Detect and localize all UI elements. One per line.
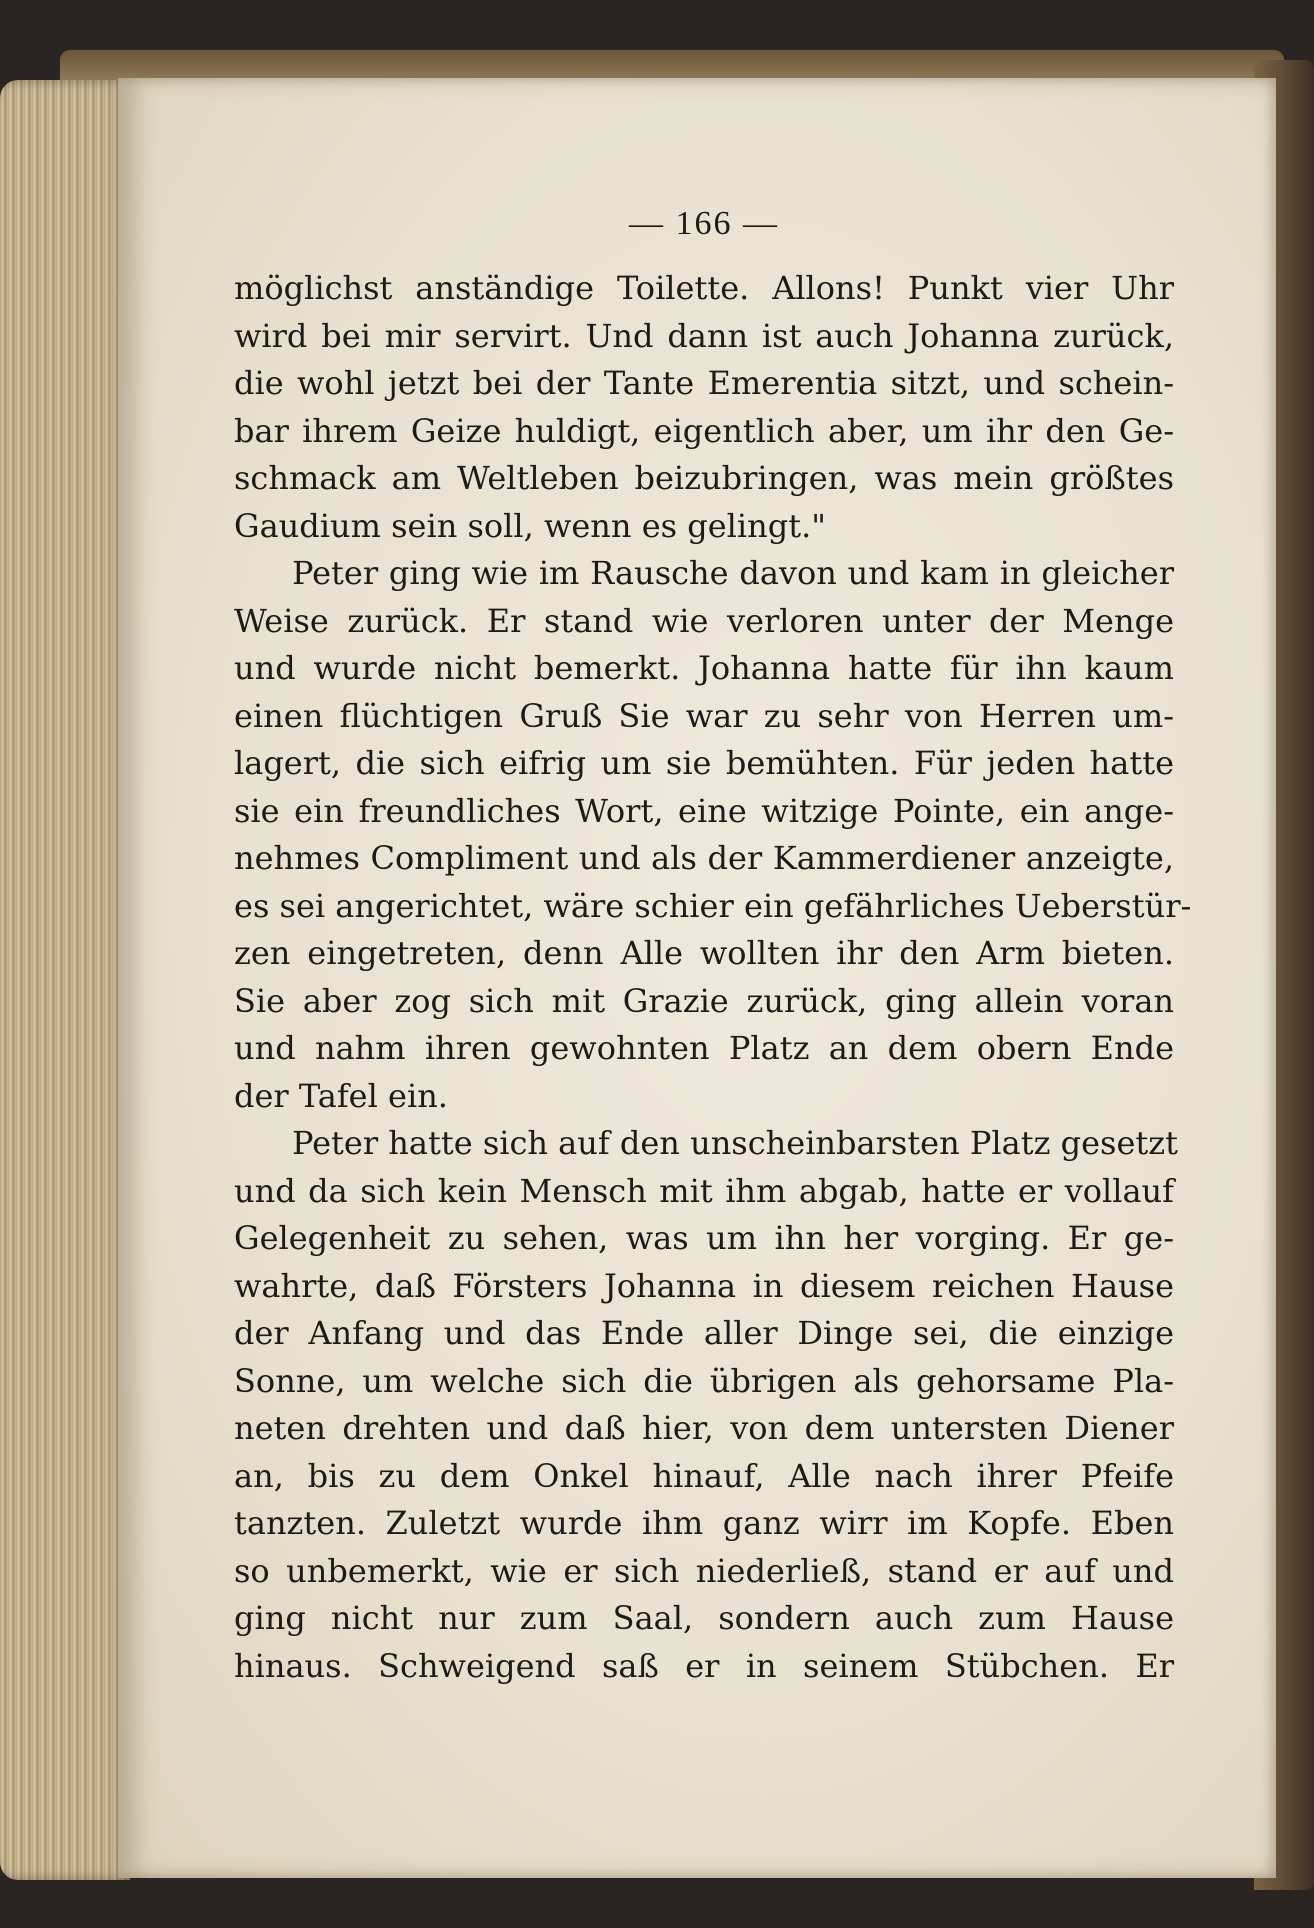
text-line: Peter hatte sich auf den unscheinbarsten Platz gesetzt (292, 1124, 1178, 1162)
text-line: an, bis zu dem Onkel hinauf, Alle nach ihrer Pfeife (234, 1456, 1174, 1495)
text-line: so unbemerkt, wie er sich niederließ, stand er auf und (234, 1551, 1174, 1590)
text-line: ging nicht nur zum Saal, sondern auch zum Hause (234, 1599, 1174, 1637)
text-line: sie ein freundliches Wort, eine witzige Pointe, ein ange- (234, 791, 1174, 830)
text-line: nehmes Compliment und als der Kammerdiener anzeigte, (234, 839, 1174, 877)
text-line: Sonne, um welche sich die übrigen als gehorsame Pla- (234, 1361, 1174, 1400)
text-line: wird bei mir servirt. Und dann ist auch Johanna zurück, (234, 316, 1174, 355)
text-line: bar ihrem Geize huldigt, eigentlich aber, um ihr den Ge- (234, 411, 1174, 450)
text-line: einen flüchtigen Gruß Sie war zu sehr von Herren um- (234, 696, 1174, 735)
text-line: die wohl jetzt bei der Tante Emerentia sitzt, und schein- (234, 364, 1174, 402)
text-line: Gelegenheit zu sehen, was um ihn her vorging. Er ge- (234, 1219, 1174, 1257)
text-line: und wurde nicht bemerkt. Johanna hatte für ihn kaum (234, 649, 1174, 687)
text-line: lagert, die sich eifrig um sie bemühten. Für jeden hatte (234, 744, 1174, 782)
text-line: tanzten. Zuletzt wurde ihm ganz wirr im Kopfe. Eben (234, 1504, 1174, 1542)
text-line: wahrte, daß Försters Johanna in diesem reichen Hause (234, 1266, 1174, 1305)
text-line: möglichst anständige Toilette. Allons! Punkt vier Uhr (234, 269, 1174, 307)
text-line: es sei angerichtet, wäre schier ein gefährliches Ueberstür- (234, 886, 1192, 925)
text-line: der Tafel ein. (234, 1076, 448, 1115)
text-line: der Anfang und das Ende aller Dinge sei, die einzige (234, 1314, 1174, 1352)
text-line: Peter ging wie im Rausche davon und kam in gleicher (292, 554, 1174, 592)
page-number: — 166 — (629, 205, 779, 242)
page-edges-left (0, 80, 130, 1880)
text-line: neten drehten und daß hier, von dem untersten Diener (234, 1409, 1174, 1447)
text-line: Gaudium sein soll, wenn es gelingt." (234, 506, 826, 545)
text-line: hinaus. Schweigend saß er in seinem Stübchen. Er (234, 1646, 1174, 1685)
text-line: Weise zurück. Er stand wie verloren unter der Menge (234, 601, 1174, 640)
text-line: schmack am Weltleben beizubringen, was mein größtes (234, 459, 1174, 497)
text-line: und da sich kein Mensch mit ihm abgab, hatte er vollauf (234, 1171, 1174, 1210)
text-line: Sie aber zog sich mit Grazie zurück, ging allein voran (234, 981, 1174, 1020)
text-line: zen eingetreten, denn Alle wollten ihr den Arm bieten. (234, 934, 1174, 972)
text-line: und nahm ihren gewohnten Platz an dem obern Ende (234, 1029, 1174, 1067)
